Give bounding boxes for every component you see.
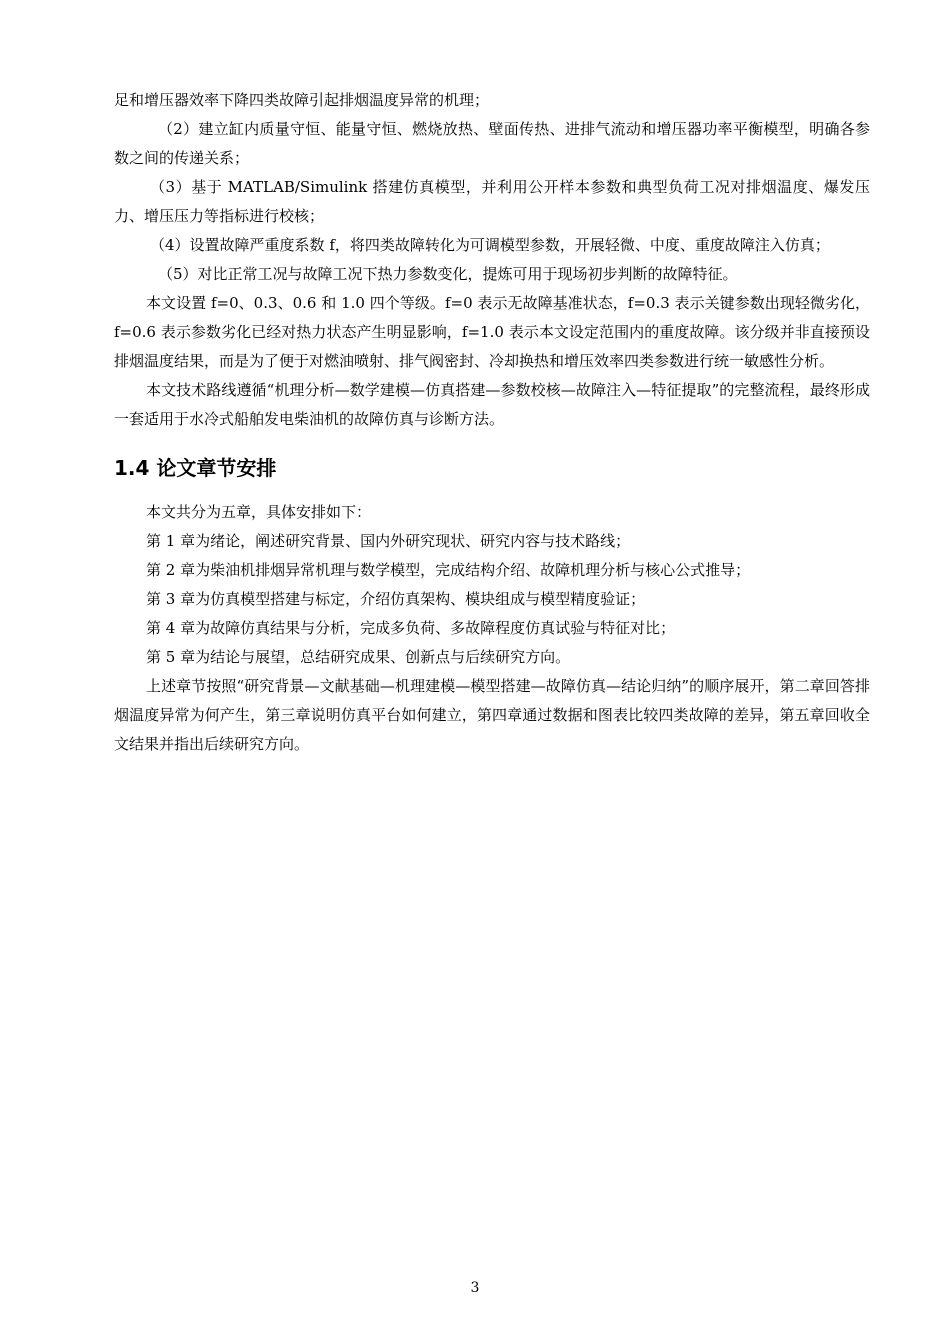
page-content (114, 86, 870, 759)
chapter-item-3: 第 3 章为仿真模型搭建与标定，介绍仿真架构、模块组成与模型精度验证； (146, 590, 646, 608)
chapter-item-5: 第 5 章为结论与展望，总结研究成果、创新点与后续研究方向。 (146, 648, 571, 666)
list-item-simulink: （3）基于 MATLAB/Simulink 搭建仿真模型，并利用公开样本参数和典型负荷工况对排烟温度、爆发压力、增压压力等指标进行校核； (114, 178, 870, 225)
chapter-item-4: 第 4 章为故障仿真结果与分析，完成多负荷、多故障程度仿真试验与特征对比； (146, 619, 676, 637)
paragraph-severity-levels: 本文设置 f=0、0.3、0.6 和 1.0 四个等级。f=0 表示无故障基准状态，f=0.3 表示关键参数出现轻微劣化，f=0.6 表示参数劣化已经对热力状态产生明显影响，f=1.0 表示本文设定范围内的重度故障。该分级并非直接预设排烟温度结果，而是为了便于对燃油喷射、排气阀密封、冷却换热和增压效率四类参数进行统一敏感性分析。 (114, 294, 870, 370)
chapter-item-2: 第 2 章为柴油机排烟异常机理与数学模型，完成结构介绍、故障机理分析与核心公式推导； (146, 561, 751, 579)
paragraph-chapter-intro: 本文共分为五章，具体安排如下： (146, 503, 372, 521)
list-item-model-building: （2）建立缸内质量守恒、能量守恒、燃烧放热、壁面传热、进排气流动和增压器功率平衡模型，明确各参数之间的传递关系； (114, 120, 870, 167)
paragraph-technical-route: 本文技术路线遵循“机理分析—数学建模—仿真搭建—参数校核—故障注入—特征提取”的完整流程，最终形成一套适用于水冷式船舶发电柴油机的故障仿真与诊断方法。 (114, 381, 870, 428)
list-item-feature-extraction: （5）对比正常工况与故障工况下热力参数变化，提炼可用于现场初步判断的故障特征。 (158, 265, 738, 283)
paragraph-chapter-summary: 上述章节按照“研究背景—文献基础—机理建模—模型搭建—故障仿真—结论归纳”的顺序展开，第二章回答排烟温度异常为何产生，第三章说明仿真平台如何建立，第四章通过数据和图表比较四类故障的差异，第五章回收全文结果并指出后续研究方向。 (114, 677, 870, 753)
page-number: 3 (470, 1280, 480, 1296)
section-heading: 1.4 论文章节安排 (114, 456, 277, 480)
paragraph-mechanism-continuation: 足和增压器效率下降四类故障引起排烟温度异常的机理； (114, 91, 490, 109)
chapter-item-1: 第 1 章为绪论，阐述研究背景、国内外研究现状、研究内容与技术路线； (146, 532, 631, 550)
list-item-fault-severity: （4）设置故障严重度系数 f，将四类故障转化为可调模型参数，开展轻微、中度、重度故障注入仿真； (150, 236, 830, 254)
